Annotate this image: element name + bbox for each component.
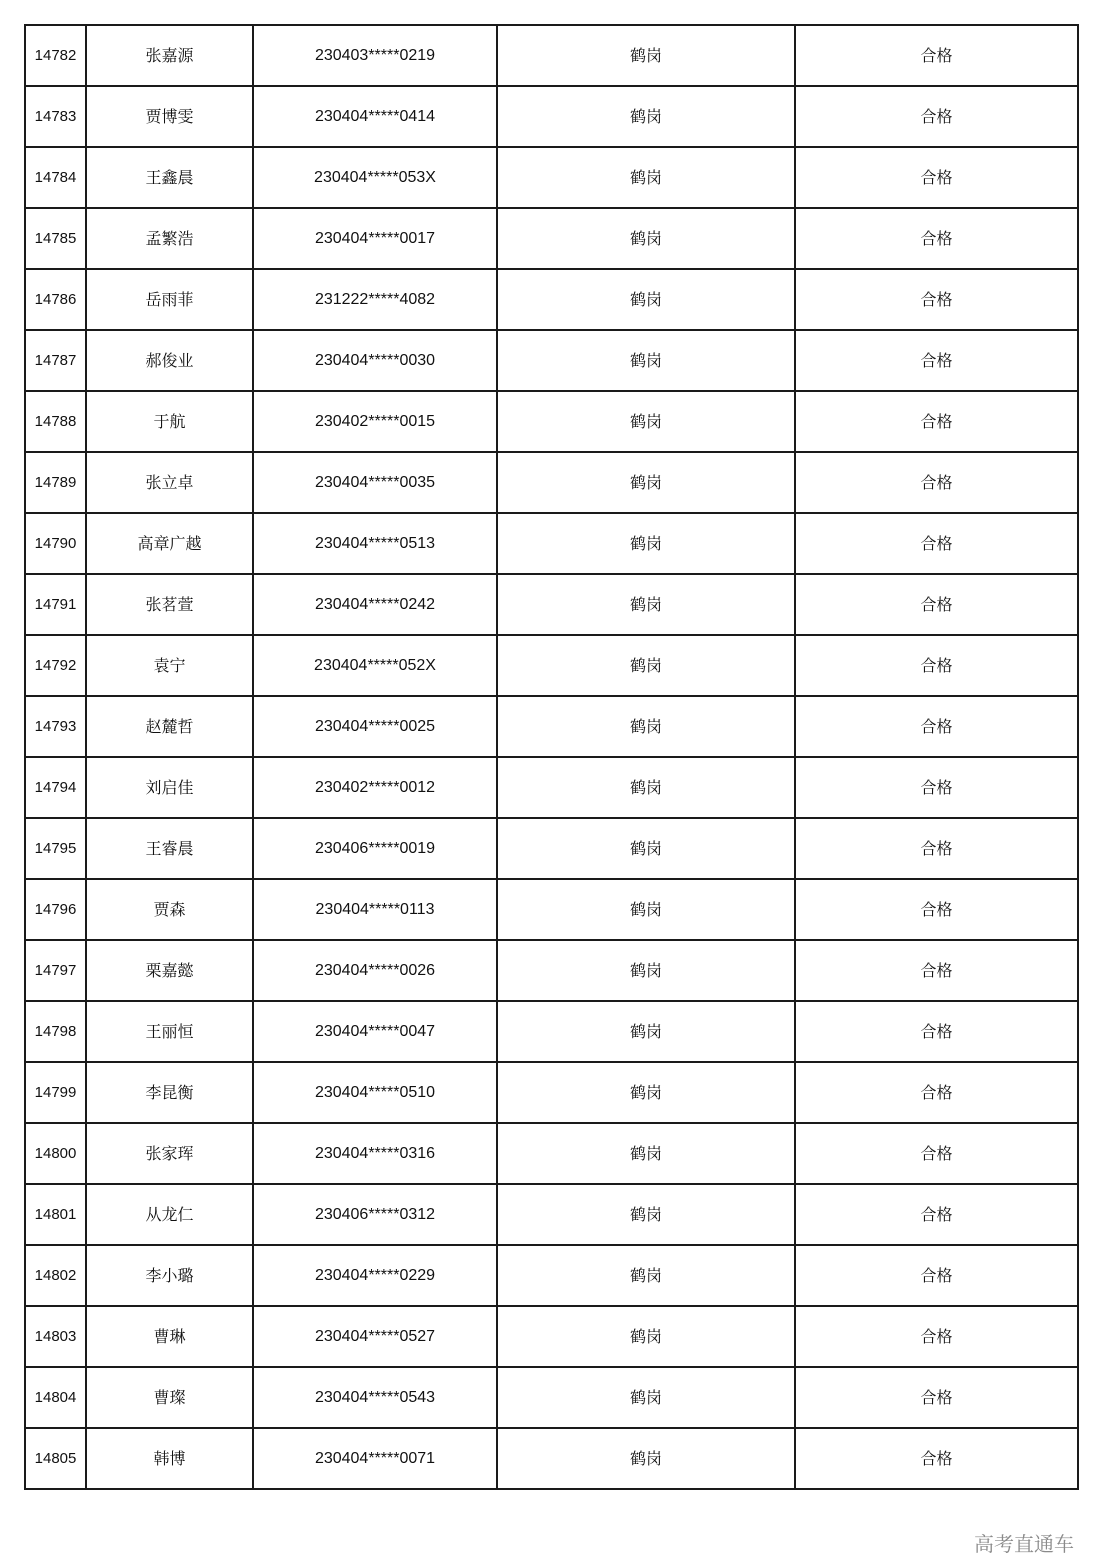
- name-cell: 袁宁: [86, 635, 253, 696]
- sequence-number-cell: 14787: [25, 330, 86, 391]
- id-number-cell: 230402*****0015: [253, 391, 497, 452]
- city-cell: 鹤岗: [497, 208, 795, 269]
- result-cell: 合格: [795, 391, 1078, 452]
- name-cell: 从龙仁: [86, 1184, 253, 1245]
- city-cell: 鹤岗: [497, 1001, 795, 1062]
- name-cell: 贾博雯: [86, 86, 253, 147]
- city-cell: 鹤岗: [497, 391, 795, 452]
- id-number-cell: 230404*****0229: [253, 1245, 497, 1306]
- id-number-cell: 230404*****0513: [253, 513, 497, 574]
- table-row: [25, 330, 1078, 391]
- name-cell: 张嘉源: [86, 25, 253, 86]
- id-number-cell: 230404*****0113: [253, 879, 497, 940]
- sequence-number-cell: 14795: [25, 818, 86, 879]
- table-row: [25, 635, 1078, 696]
- table-row: [25, 940, 1078, 1001]
- table-row: [25, 452, 1078, 513]
- name-cell: 王睿晨: [86, 818, 253, 879]
- sequence-number-cell: 14805: [25, 1428, 86, 1489]
- id-number-cell: 230406*****0019: [253, 818, 497, 879]
- id-number-cell: 230404*****0025: [253, 696, 497, 757]
- city-cell: 鹤岗: [497, 1062, 795, 1123]
- name-cell: 孟繁浩: [86, 208, 253, 269]
- name-cell: 王鑫晨: [86, 147, 253, 208]
- table-row: [25, 513, 1078, 574]
- result-cell: 合格: [795, 635, 1078, 696]
- result-cell: 合格: [795, 25, 1078, 86]
- results-table: [24, 24, 1079, 1490]
- sequence-number-cell: 14791: [25, 574, 86, 635]
- name-cell: 于航: [86, 391, 253, 452]
- result-cell: 合格: [795, 452, 1078, 513]
- name-cell: 高章广越: [86, 513, 253, 574]
- id-number-cell: 230404*****052X: [253, 635, 497, 696]
- table-row: [25, 574, 1078, 635]
- result-cell: 合格: [795, 1367, 1078, 1428]
- sequence-number-cell: 14788: [25, 391, 86, 452]
- table-row: [25, 879, 1078, 940]
- table-row: [25, 1001, 1078, 1062]
- result-cell: 合格: [795, 757, 1078, 818]
- id-number-cell: 230403*****0219: [253, 25, 497, 86]
- result-cell: 合格: [795, 879, 1078, 940]
- table-row: [25, 1367, 1078, 1428]
- sequence-number-cell: 14803: [25, 1306, 86, 1367]
- result-cell: 合格: [795, 818, 1078, 879]
- id-number-cell: 230404*****0026: [253, 940, 497, 1001]
- table-row: [25, 208, 1078, 269]
- sequence-number-cell: 14790: [25, 513, 86, 574]
- table-row: [25, 818, 1078, 879]
- city-cell: 鹤岗: [497, 86, 795, 147]
- city-cell: 鹤岗: [497, 574, 795, 635]
- table-row: [25, 757, 1078, 818]
- table-row: [25, 269, 1078, 330]
- city-cell: 鹤岗: [497, 1367, 795, 1428]
- name-cell: 郝俊业: [86, 330, 253, 391]
- name-cell: 栗嘉懿: [86, 940, 253, 1001]
- table-row: [25, 1245, 1078, 1306]
- city-cell: 鹤岗: [497, 269, 795, 330]
- id-number-cell: 230404*****0527: [253, 1306, 497, 1367]
- id-number-cell: 230402*****0012: [253, 757, 497, 818]
- id-number-cell: 231222*****4082: [253, 269, 497, 330]
- sequence-number-cell: 14801: [25, 1184, 86, 1245]
- name-cell: 李昆衡: [86, 1062, 253, 1123]
- table-row: [25, 147, 1078, 208]
- id-number-cell: 230404*****0071: [253, 1428, 497, 1489]
- name-cell: 刘启佳: [86, 757, 253, 818]
- result-cell: 合格: [795, 574, 1078, 635]
- table-row: [25, 1306, 1078, 1367]
- id-number-cell: 230406*****0312: [253, 1184, 497, 1245]
- id-number-cell: 230404*****0510: [253, 1062, 497, 1123]
- city-cell: 鹤岗: [497, 25, 795, 86]
- watermark-text: 高考直通车: [974, 1532, 1074, 1556]
- name-cell: 曹琳: [86, 1306, 253, 1367]
- sequence-number-cell: 14792: [25, 635, 86, 696]
- id-number-cell: 230404*****0414: [253, 86, 497, 147]
- table-row: [25, 1123, 1078, 1184]
- result-cell: 合格: [795, 513, 1078, 574]
- result-cell: 合格: [795, 1428, 1078, 1489]
- sequence-number-cell: 14799: [25, 1062, 86, 1123]
- result-cell: 合格: [795, 1001, 1078, 1062]
- result-cell: 合格: [795, 1184, 1078, 1245]
- result-cell: 合格: [795, 1062, 1078, 1123]
- name-cell: 岳雨菲: [86, 269, 253, 330]
- sequence-number-cell: 14783: [25, 86, 86, 147]
- name-cell: 李小璐: [86, 1245, 253, 1306]
- name-cell: 曹璨: [86, 1367, 253, 1428]
- id-number-cell: 230404*****0030: [253, 330, 497, 391]
- city-cell: 鹤岗: [497, 1428, 795, 1489]
- table-row: [25, 1062, 1078, 1123]
- table-row: [25, 391, 1078, 452]
- result-cell: 合格: [795, 940, 1078, 1001]
- sequence-number-cell: 14804: [25, 1367, 86, 1428]
- table-row: [25, 1184, 1078, 1245]
- id-number-cell: 230404*****0242: [253, 574, 497, 635]
- sequence-number-cell: 14802: [25, 1245, 86, 1306]
- id-number-cell: 230404*****0316: [253, 1123, 497, 1184]
- name-cell: 张茗萱: [86, 574, 253, 635]
- sequence-number-cell: 14793: [25, 696, 86, 757]
- name-cell: 张家珲: [86, 1123, 253, 1184]
- result-cell: 合格: [795, 269, 1078, 330]
- name-cell: 赵麓哲: [86, 696, 253, 757]
- name-cell: 贾森: [86, 879, 253, 940]
- name-cell: 韩博: [86, 1428, 253, 1489]
- table-row: [25, 1428, 1078, 1489]
- sequence-number-cell: 14785: [25, 208, 86, 269]
- sequence-number-cell: 14796: [25, 879, 86, 940]
- name-cell: 张立卓: [86, 452, 253, 513]
- sequence-number-cell: 14798: [25, 1001, 86, 1062]
- result-cell: 合格: [795, 1123, 1078, 1184]
- results-table-body: [25, 25, 1078, 1489]
- city-cell: 鹤岗: [497, 147, 795, 208]
- sequence-number-cell: 14794: [25, 757, 86, 818]
- table-row: [25, 25, 1078, 86]
- table-row: [25, 696, 1078, 757]
- sequence-number-cell: 14786: [25, 269, 86, 330]
- result-cell: 合格: [795, 147, 1078, 208]
- result-cell: 合格: [795, 696, 1078, 757]
- result-cell: 合格: [795, 1245, 1078, 1306]
- result-cell: 合格: [795, 330, 1078, 391]
- city-cell: 鹤岗: [497, 452, 795, 513]
- city-cell: 鹤岗: [497, 940, 795, 1001]
- city-cell: 鹤岗: [497, 1245, 795, 1306]
- id-number-cell: 230404*****0035: [253, 452, 497, 513]
- sequence-number-cell: 14782: [25, 25, 86, 86]
- id-number-cell: 230404*****0543: [253, 1367, 497, 1428]
- id-number-cell: 230404*****053X: [253, 147, 497, 208]
- table-row: [25, 86, 1078, 147]
- result-cell: 合格: [795, 208, 1078, 269]
- city-cell: 鹤岗: [497, 513, 795, 574]
- sequence-number-cell: 14784: [25, 147, 86, 208]
- city-cell: 鹤岗: [497, 330, 795, 391]
- city-cell: 鹤岗: [497, 879, 795, 940]
- name-cell: 王丽恒: [86, 1001, 253, 1062]
- city-cell: 鹤岗: [497, 818, 795, 879]
- city-cell: 鹤岗: [497, 1306, 795, 1367]
- id-number-cell: 230404*****0047: [253, 1001, 497, 1062]
- sequence-number-cell: 14789: [25, 452, 86, 513]
- city-cell: 鹤岗: [497, 1184, 795, 1245]
- result-cell: 合格: [795, 1306, 1078, 1367]
- city-cell: 鹤岗: [497, 696, 795, 757]
- city-cell: 鹤岗: [497, 1123, 795, 1184]
- city-cell: 鹤岗: [497, 757, 795, 818]
- sequence-number-cell: 14800: [25, 1123, 86, 1184]
- id-number-cell: 230404*****0017: [253, 208, 497, 269]
- sequence-number-cell: 14797: [25, 940, 86, 1001]
- city-cell: 鹤岗: [497, 635, 795, 696]
- result-cell: 合格: [795, 86, 1078, 147]
